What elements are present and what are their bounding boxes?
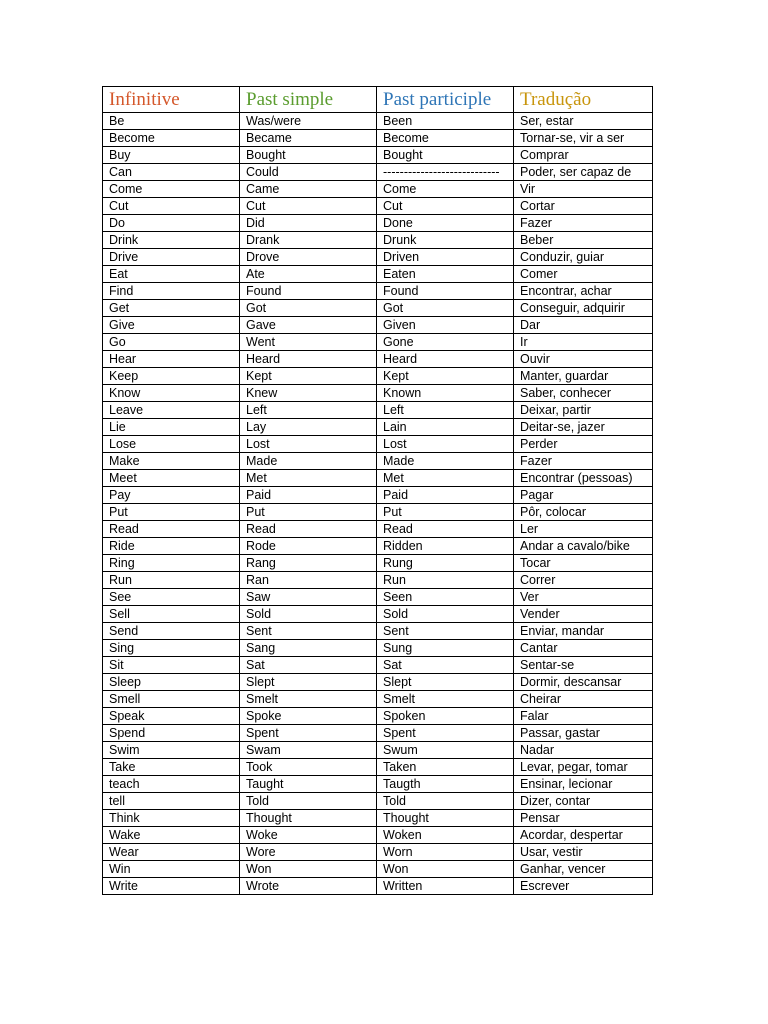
cell-past-participle: Slept — [377, 674, 514, 691]
cell-traducao: Cantar — [514, 640, 653, 657]
cell-past-simple: Knew — [240, 385, 377, 402]
cell-infinitive: Sleep — [103, 674, 240, 691]
cell-past-participle: Eaten — [377, 266, 514, 283]
cell-past-participle: Known — [377, 385, 514, 402]
cell-past-participle: Taugth — [377, 776, 514, 793]
cell-past-participle: Made — [377, 453, 514, 470]
cell-infinitive: Sing — [103, 640, 240, 657]
cell-traducao: Dizer, contar — [514, 793, 653, 810]
cell-past-simple: Taught — [240, 776, 377, 793]
table-row — [103, 708, 653, 725]
cell-past-participle: Read — [377, 521, 514, 538]
cell-past-simple: Was/were — [240, 113, 377, 130]
cell-past-simple: Made — [240, 453, 377, 470]
cell-infinitive: Read — [103, 521, 240, 538]
table-row — [103, 572, 653, 589]
table-row — [103, 266, 653, 283]
cell-traducao: Ganhar, vencer — [514, 861, 653, 878]
cell-traducao: Tornar-se, vir a ser — [514, 130, 653, 147]
table-row — [103, 810, 653, 827]
cell-past-participle: Done — [377, 215, 514, 232]
cell-past-simple: Sat — [240, 657, 377, 674]
cell-past-participle: Put — [377, 504, 514, 521]
cell-infinitive: Make — [103, 453, 240, 470]
cell-past-participle: Got — [377, 300, 514, 317]
cell-infinitive: Give — [103, 317, 240, 334]
cell-past-participle: Come — [377, 181, 514, 198]
table-row — [103, 725, 653, 742]
cell-infinitive: Pay — [103, 487, 240, 504]
cell-traducao: Sentar-se — [514, 657, 653, 674]
table-row — [103, 640, 653, 657]
cell-infinitive: Be — [103, 113, 240, 130]
cell-past-simple: Went — [240, 334, 377, 351]
cell-traducao: Vender — [514, 606, 653, 623]
cell-traducao: Ouvir — [514, 351, 653, 368]
cell-past-simple: Found — [240, 283, 377, 300]
table-row — [103, 691, 653, 708]
cell-past-simple: Kept — [240, 368, 377, 385]
cell-infinitive: Take — [103, 759, 240, 776]
header-row — [103, 87, 653, 113]
cell-past-simple: Took — [240, 759, 377, 776]
table-row — [103, 861, 653, 878]
cell-past-simple: Lost — [240, 436, 377, 453]
table-row — [103, 623, 653, 640]
table-row — [103, 453, 653, 470]
cell-past-participle: Cut — [377, 198, 514, 215]
cell-infinitive: Keep — [103, 368, 240, 385]
cell-infinitive: Drive — [103, 249, 240, 266]
cell-traducao: Tocar — [514, 555, 653, 572]
cell-past-participle: Kept — [377, 368, 514, 385]
table-row — [103, 317, 653, 334]
header-past-participle: Past participle — [377, 87, 514, 113]
cell-infinitive: Write — [103, 878, 240, 895]
cell-traducao: Comer — [514, 266, 653, 283]
cell-past-simple: Read — [240, 521, 377, 538]
cell-past-participle: Run — [377, 572, 514, 589]
table-row — [103, 657, 653, 674]
cell-past-simple: Sang — [240, 640, 377, 657]
header-traducao: Tradução — [514, 87, 653, 113]
cell-past-simple: Spoke — [240, 708, 377, 725]
table-row — [103, 606, 653, 623]
cell-traducao: Acordar, despertar — [514, 827, 653, 844]
cell-traducao: Saber, conhecer — [514, 385, 653, 402]
cell-traducao: Fazer — [514, 215, 653, 232]
cell-infinitive: Speak — [103, 708, 240, 725]
cell-traducao: Usar, vestir — [514, 844, 653, 861]
cell-past-simple: Did — [240, 215, 377, 232]
cell-past-simple: Got — [240, 300, 377, 317]
cell-infinitive: Meet — [103, 470, 240, 487]
table-row — [103, 470, 653, 487]
cell-past-simple: Sent — [240, 623, 377, 640]
table-row — [103, 521, 653, 538]
cell-traducao: Fazer — [514, 453, 653, 470]
cell-past-simple: Lay — [240, 419, 377, 436]
cell-past-participle: Lost — [377, 436, 514, 453]
cell-infinitive: Know — [103, 385, 240, 402]
cell-traducao: Pagar — [514, 487, 653, 504]
cell-infinitive: Go — [103, 334, 240, 351]
cell-infinitive: Wake — [103, 827, 240, 844]
cell-past-participle: Found — [377, 283, 514, 300]
cell-traducao: Cortar — [514, 198, 653, 215]
cell-infinitive: Come — [103, 181, 240, 198]
cell-infinitive: Run — [103, 572, 240, 589]
cell-past-participle: Gone — [377, 334, 514, 351]
cell-infinitive: Can — [103, 164, 240, 181]
cell-past-simple: Wrote — [240, 878, 377, 895]
cell-past-participle: Left — [377, 402, 514, 419]
cell-infinitive: teach — [103, 776, 240, 793]
cell-past-simple: Could — [240, 164, 377, 181]
cell-infinitive: Find — [103, 283, 240, 300]
cell-past-simple: Bought — [240, 147, 377, 164]
cell-infinitive: Sit — [103, 657, 240, 674]
cell-traducao: Levar, pegar, tomar — [514, 759, 653, 776]
cell-past-simple: Met — [240, 470, 377, 487]
cell-past-participle: Written — [377, 878, 514, 895]
table-row — [103, 215, 653, 232]
cell-traducao: Nadar — [514, 742, 653, 759]
cell-past-simple: Heard — [240, 351, 377, 368]
cell-past-simple: Rode — [240, 538, 377, 555]
header-infinitive: Infinitive — [103, 87, 240, 113]
cell-infinitive: Lie — [103, 419, 240, 436]
cell-past-simple: Rang — [240, 555, 377, 572]
cell-past-simple: Ate — [240, 266, 377, 283]
cell-past-simple: Cut — [240, 198, 377, 215]
cell-past-participle: ---------------------------- — [377, 164, 514, 181]
cell-infinitive: Eat — [103, 266, 240, 283]
table-row — [103, 759, 653, 776]
table-row — [103, 198, 653, 215]
cell-past-participle: Sold — [377, 606, 514, 623]
cell-past-simple: Won — [240, 861, 377, 878]
cell-traducao: Passar, gastar — [514, 725, 653, 742]
cell-traducao: Ir — [514, 334, 653, 351]
cell-past-simple: Swam — [240, 742, 377, 759]
cell-traducao: Pôr, colocar — [514, 504, 653, 521]
table-row — [103, 232, 653, 249]
table-row — [103, 674, 653, 691]
cell-past-participle: Sent — [377, 623, 514, 640]
cell-traducao: Poder, ser capaz de — [514, 164, 653, 181]
cell-past-participle: Smelt — [377, 691, 514, 708]
header-past-simple: Past simple — [240, 87, 377, 113]
table-row — [103, 113, 653, 130]
cell-past-participle: Thought — [377, 810, 514, 827]
cell-infinitive: Lose — [103, 436, 240, 453]
cell-past-participle: Given — [377, 317, 514, 334]
table-row — [103, 181, 653, 198]
cell-past-participle: Woken — [377, 827, 514, 844]
cell-traducao: Manter, guardar — [514, 368, 653, 385]
cell-past-simple: Left — [240, 402, 377, 419]
cell-infinitive: See — [103, 589, 240, 606]
table-row — [103, 164, 653, 181]
cell-traducao: Encontrar (pessoas) — [514, 470, 653, 487]
cell-past-participle: Taken — [377, 759, 514, 776]
cell-infinitive: Put — [103, 504, 240, 521]
cell-traducao: Ler — [514, 521, 653, 538]
cell-past-simple: Came — [240, 181, 377, 198]
table-row — [103, 300, 653, 317]
cell-past-participle: Become — [377, 130, 514, 147]
cell-past-simple: Paid — [240, 487, 377, 504]
cell-past-simple: Told — [240, 793, 377, 810]
table-row — [103, 283, 653, 300]
table-row — [103, 351, 653, 368]
cell-traducao: Beber — [514, 232, 653, 249]
cell-past-participle: Sat — [377, 657, 514, 674]
table-row — [103, 776, 653, 793]
cell-infinitive: Do — [103, 215, 240, 232]
table-row — [103, 334, 653, 351]
table-row — [103, 742, 653, 759]
cell-past-participle: Heard — [377, 351, 514, 368]
cell-traducao: Vir — [514, 181, 653, 198]
table-row — [103, 487, 653, 504]
cell-infinitive: Sell — [103, 606, 240, 623]
cell-traducao: Comprar — [514, 147, 653, 164]
cell-traducao: Enviar, mandar — [514, 623, 653, 640]
cell-past-simple: Put — [240, 504, 377, 521]
cell-traducao: Deixar, partir — [514, 402, 653, 419]
cell-past-participle: Lain — [377, 419, 514, 436]
cell-infinitive: Become — [103, 130, 240, 147]
cell-infinitive: Buy — [103, 147, 240, 164]
cell-past-participle: Seen — [377, 589, 514, 606]
table-row — [103, 368, 653, 385]
table-row — [103, 878, 653, 895]
cell-infinitive: Leave — [103, 402, 240, 419]
cell-past-participle: Told — [377, 793, 514, 810]
cell-traducao: Cheirar — [514, 691, 653, 708]
cell-past-simple: Saw — [240, 589, 377, 606]
cell-infinitive: Hear — [103, 351, 240, 368]
table-row — [103, 402, 653, 419]
cell-infinitive: Ring — [103, 555, 240, 572]
cell-past-participle: Ridden — [377, 538, 514, 555]
cell-traducao: Conseguir, adquirir — [514, 300, 653, 317]
cell-past-simple: Slept — [240, 674, 377, 691]
cell-past-simple: Gave — [240, 317, 377, 334]
cell-past-simple: Ran — [240, 572, 377, 589]
cell-past-simple: Woke — [240, 827, 377, 844]
cell-past-participle: Bought — [377, 147, 514, 164]
cell-infinitive: Spend — [103, 725, 240, 742]
cell-past-participle: Rung — [377, 555, 514, 572]
cell-past-participle: Met — [377, 470, 514, 487]
cell-infinitive: Swim — [103, 742, 240, 759]
cell-infinitive: Think — [103, 810, 240, 827]
cell-infinitive: Cut — [103, 198, 240, 215]
cell-traducao: Dar — [514, 317, 653, 334]
cell-traducao: Dormir, descansar — [514, 674, 653, 691]
table-row — [103, 844, 653, 861]
table-row — [103, 147, 653, 164]
table-row — [103, 538, 653, 555]
cell-infinitive: Win — [103, 861, 240, 878]
cell-past-participle: Drunk — [377, 232, 514, 249]
cell-past-participle: Sung — [377, 640, 514, 657]
table-row — [103, 419, 653, 436]
cell-past-simple: Drank — [240, 232, 377, 249]
cell-infinitive: Drink — [103, 232, 240, 249]
cell-past-simple: Spent — [240, 725, 377, 742]
cell-traducao: Conduzir, guiar — [514, 249, 653, 266]
cell-past-simple: Smelt — [240, 691, 377, 708]
cell-traducao: Correr — [514, 572, 653, 589]
cell-past-simple: Thought — [240, 810, 377, 827]
cell-infinitive: tell — [103, 793, 240, 810]
cell-infinitive: Ride — [103, 538, 240, 555]
cell-infinitive: Get — [103, 300, 240, 317]
cell-past-participle: Worn — [377, 844, 514, 861]
cell-past-participle: Won — [377, 861, 514, 878]
table-row — [103, 385, 653, 402]
table-row — [103, 555, 653, 572]
cell-traducao: Encontrar, achar — [514, 283, 653, 300]
cell-infinitive: Wear — [103, 844, 240, 861]
cell-traducao: Pensar — [514, 810, 653, 827]
table-body — [103, 113, 653, 895]
table-row — [103, 793, 653, 810]
cell-traducao: Andar a cavalo/bike — [514, 538, 653, 555]
cell-past-participle: Driven — [377, 249, 514, 266]
table-row — [103, 589, 653, 606]
table-row — [103, 504, 653, 521]
irregular-verbs-table — [102, 86, 653, 895]
table-row — [103, 130, 653, 147]
table-row — [103, 436, 653, 453]
cell-traducao: Falar — [514, 708, 653, 725]
cell-past-participle: Swum — [377, 742, 514, 759]
cell-past-participle: Been — [377, 113, 514, 130]
cell-traducao: Escrever — [514, 878, 653, 895]
cell-past-simple: Wore — [240, 844, 377, 861]
table-row — [103, 827, 653, 844]
cell-past-simple: Sold — [240, 606, 377, 623]
cell-past-participle: Spoken — [377, 708, 514, 725]
cell-past-simple: Became — [240, 130, 377, 147]
cell-traducao: Perder — [514, 436, 653, 453]
cell-traducao: Deitar-se, jazer — [514, 419, 653, 436]
cell-past-participle: Paid — [377, 487, 514, 504]
table-header — [103, 87, 653, 113]
cell-traducao: Ver — [514, 589, 653, 606]
cell-past-participle: Spent — [377, 725, 514, 742]
cell-infinitive: Send — [103, 623, 240, 640]
cell-traducao: Ensinar, lecionar — [514, 776, 653, 793]
cell-traducao: Ser, estar — [514, 113, 653, 130]
cell-infinitive: Smell — [103, 691, 240, 708]
cell-past-simple: Drove — [240, 249, 377, 266]
table-row — [103, 249, 653, 266]
